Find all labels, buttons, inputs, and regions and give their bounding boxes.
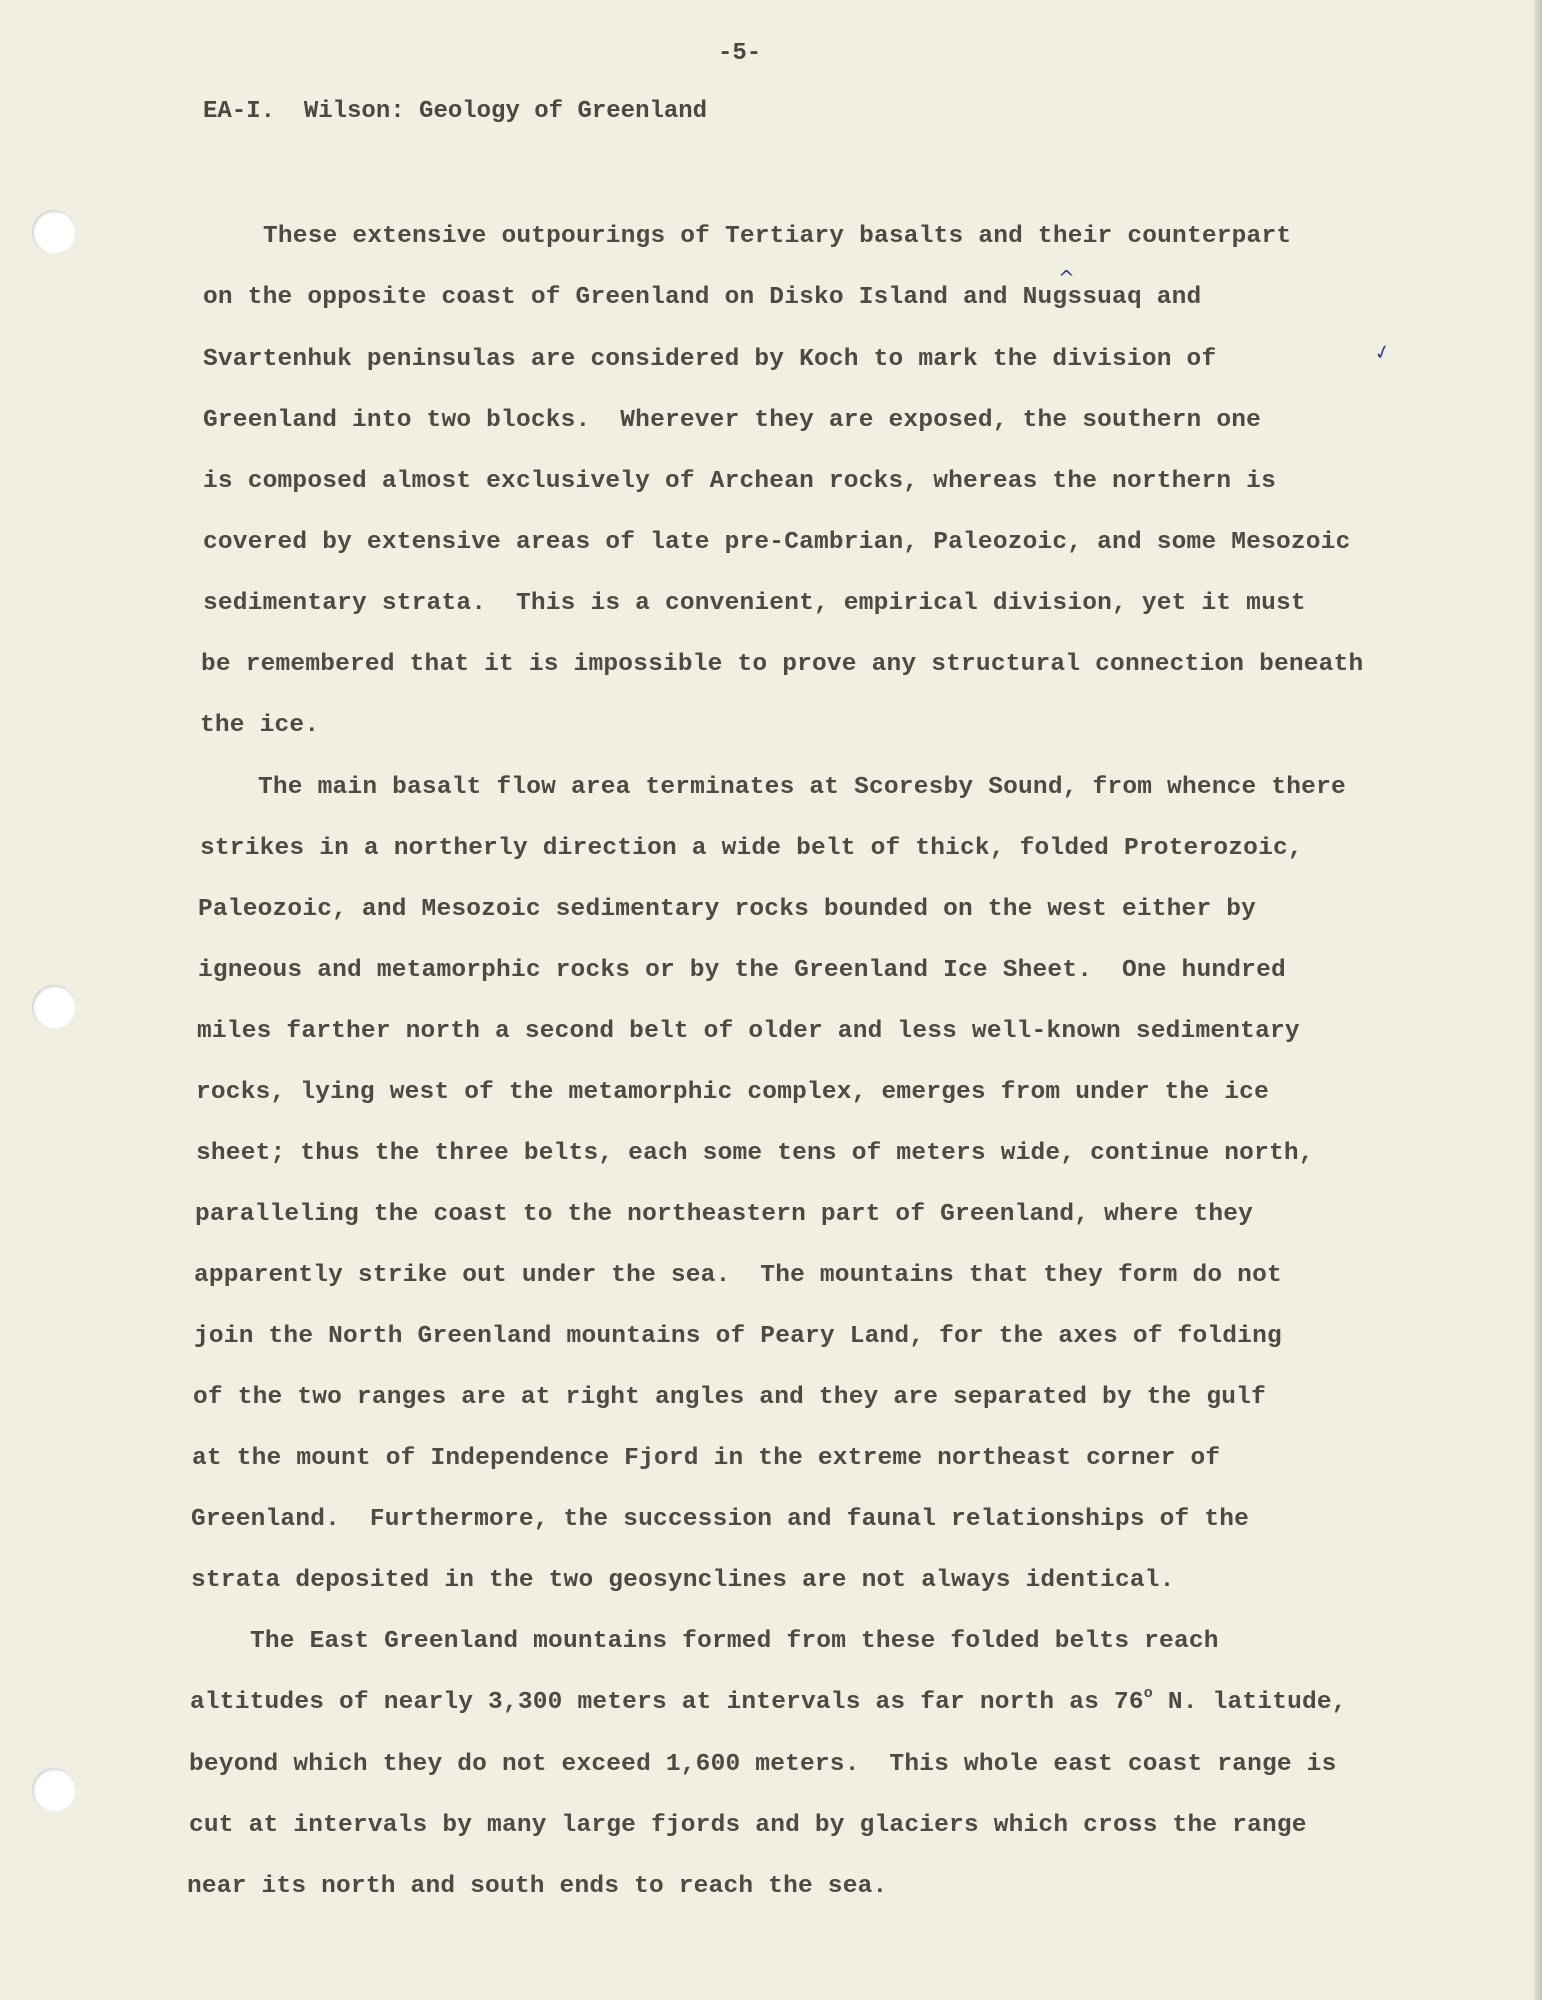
body-line: strata deposited in the two geosynclines are not always identical. xyxy=(191,1567,1175,1594)
body-line: paralleling the coast to the northeastern part of Greenland, where they xyxy=(195,1201,1254,1228)
body-line: The main basalt flow area terminates at Scoresby Sound, from whence there xyxy=(258,774,1346,801)
body-line xyxy=(190,1685,1347,1720)
body-line: at the mount of Independence Fjord in the extreme northeast corner of xyxy=(192,1445,1221,1472)
body-line: cut at intervals by many large fjords and by glaciers which cross the range xyxy=(189,1812,1307,1839)
body-line: sheet; thus the three belts, each some tens of meters wide, continue north, xyxy=(196,1140,1314,1167)
body-line: on the opposite coast of Greenland on Disko Island and Nugssuaq and xyxy=(203,284,1202,311)
running-head: EA-I. Wilson: Geology of Greenland xyxy=(203,98,708,125)
body-line: the ice. xyxy=(200,712,320,739)
punch-hole-top xyxy=(32,210,76,254)
body-line: covered by extensive areas of late pre-Cambrian, Paleozoic, and some Mesozoic xyxy=(203,529,1351,556)
body-line: The East Greenland mountains formed from these folded belts reach xyxy=(250,1628,1219,1655)
body-line: be remembered that it is impossible to prove any structural connection beneath xyxy=(201,651,1364,678)
body-line: strikes in a northerly direction a wide belt of thick, folded Proterozoic, xyxy=(200,835,1303,862)
body-line: beyond which they do not exceed 1,600 meters. This whole east coast range is xyxy=(189,1751,1337,1778)
body-line: These extensive outpourings of Tertiary basalts and their counterpart xyxy=(263,223,1292,250)
degree-superscript: o xyxy=(1143,1685,1153,1702)
body-line: miles farther north a second belt of older and less well-known sedimentary xyxy=(197,1018,1300,1045)
body-line: apparently strike out under the sea. The mountains that they form do not xyxy=(194,1262,1282,1289)
tick-annotation: ✓ xyxy=(1371,338,1394,366)
body-line: Greenland. Furthermore, the succession and faunal relationships of the xyxy=(191,1506,1250,1533)
body-line-text: altitudes of nearly 3,300 meters at intervals as far north as 76 xyxy=(190,1689,1144,1716)
body-line: join the North Greenland mountains of Peary Land, for the axes of folding xyxy=(194,1323,1282,1350)
body-line: Paleozoic, and Mesozoic sedimentary rocks bounded on the west either by xyxy=(198,896,1257,923)
punch-hole-bottom xyxy=(32,1768,76,1812)
body-line: igneous and metamorphic rocks or by the Greenland Ice Sheet. One hundred xyxy=(198,957,1286,984)
body-line: of the two ranges are at right angles and they are separated by the gulf xyxy=(193,1384,1266,1411)
page-number: -5- xyxy=(718,40,762,67)
caret-annotation: ^ xyxy=(1058,266,1075,290)
body-line: rocks, lying west of the metamorphic complex, emerges from under the ice xyxy=(196,1079,1269,1106)
body-line-tail: N. latitude, xyxy=(1152,1689,1347,1716)
page-edge xyxy=(1534,0,1542,2000)
body-line: Svartenhuk peninsulas are considered by Koch to mark the division of xyxy=(203,346,1217,373)
body-line: sedimentary strata. This is a convenient, empirical division, yet it must xyxy=(203,590,1306,617)
body-line: is composed almost exclusively of Archean rocks, whereas the northern is xyxy=(203,468,1276,495)
body-line: near its north and south ends to reach the sea. xyxy=(187,1873,888,1900)
body-line: Greenland into two blocks. Wherever they are exposed, the southern one xyxy=(203,407,1262,434)
punch-hole-middle xyxy=(32,985,76,1029)
